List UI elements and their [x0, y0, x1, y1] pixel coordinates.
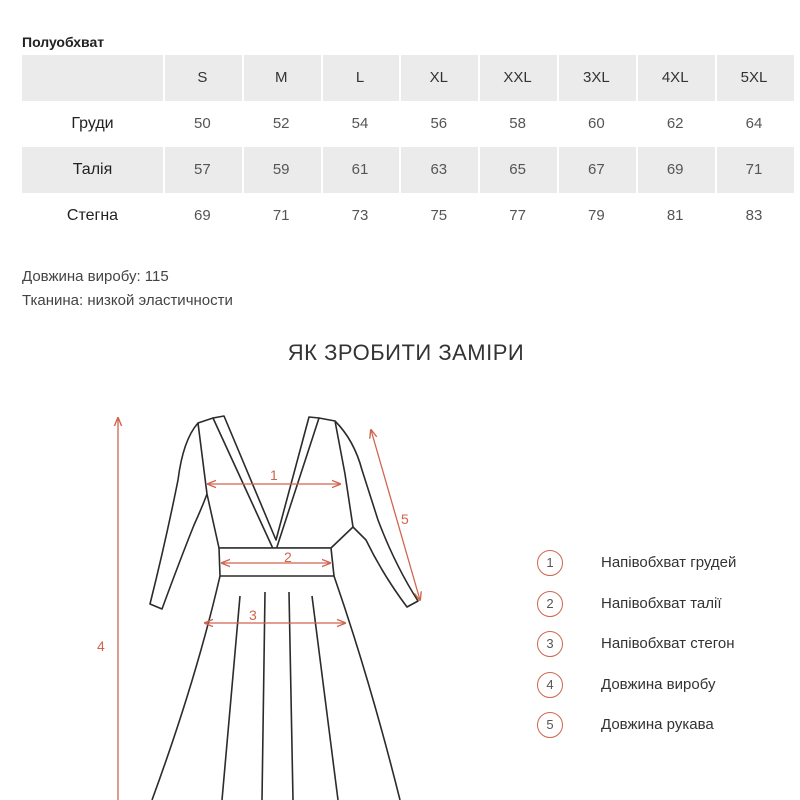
- size-header-cell: XL: [429, 69, 448, 86]
- dress-measurement-diagram: [0, 400, 460, 800]
- size-header-cell: 4XL: [661, 69, 689, 86]
- measure-cell: 60: [588, 115, 605, 132]
- measure-cell: 77: [509, 207, 526, 224]
- measure-cell: 69: [666, 161, 684, 178]
- measure-cell: 62: [666, 115, 684, 132]
- measure-cell: 83: [745, 207, 763, 224]
- table-row: [22, 147, 794, 193]
- legend-text: Напівобхват грудей: [601, 554, 737, 571]
- measure-cell: 57: [194, 161, 211, 178]
- legend-text: Довжина рукава: [601, 716, 714, 733]
- size-header-cell: M: [274, 69, 288, 86]
- legend-text: Напівобхват стегон: [601, 635, 735, 652]
- size-header-cell: 3XL: [583, 69, 610, 86]
- measure-cell: 73: [351, 207, 369, 224]
- table-row: [22, 193, 794, 239]
- legend-item: [537, 672, 797, 700]
- measure-cell: 79: [588, 207, 605, 224]
- measure-cell: 64: [745, 115, 763, 132]
- legend-number-circle: 4: [537, 672, 563, 698]
- diagram-number-5: 5: [401, 511, 409, 527]
- size-header-cell: XXL: [503, 69, 532, 86]
- size-header-label: [22, 55, 163, 101]
- measure-cell: 58: [509, 115, 526, 132]
- diagram-number-2: 2: [284, 549, 292, 565]
- measure-cell: 50: [194, 115, 211, 132]
- measure-cell: 81: [666, 207, 684, 224]
- measure-cell: 65: [509, 161, 526, 178]
- legend-text: Довжина виробу: [601, 675, 716, 693]
- measure-cell: 75: [430, 207, 448, 224]
- size-header-row: [22, 55, 794, 101]
- legend-text: Напівобхват талії: [601, 594, 722, 612]
- measure-cell: 67: [588, 161, 605, 178]
- measure-label: Груди: [71, 115, 114, 132]
- measure-label: Талія: [72, 161, 113, 178]
- measure-cell: 61: [351, 161, 369, 178]
- measure-cell: 59: [272, 161, 290, 178]
- product-length-info: Довжина виробу: 115: [22, 268, 169, 285]
- table-title: Полуобхват: [22, 34, 105, 50]
- table-row: [22, 101, 794, 147]
- diagram-number-3: 3: [249, 607, 257, 623]
- legend-number-circle: 2: [537, 591, 563, 617]
- legend-number-circle: 3: [537, 631, 563, 657]
- size-header-cell: L: [355, 69, 365, 86]
- legend-item: [537, 712, 797, 740]
- measure-label: Стегна: [66, 207, 119, 224]
- measurement-arrows: [118, 418, 420, 800]
- measure-cell: 71: [272, 207, 290, 224]
- measure-cell: 63: [430, 161, 448, 178]
- dress-outline: [150, 416, 418, 800]
- how-to-measure-title: ЯК ЗРОБИТИ ЗАМІРИ: [287, 340, 525, 365]
- legend-number-circle: 5: [537, 712, 563, 738]
- fabric-info: Тканина: низкой эластичности: [22, 292, 233, 309]
- size-header-cell: S: [197, 69, 208, 86]
- measure-cell: 54: [351, 115, 369, 132]
- measure-cell: 56: [430, 115, 448, 132]
- legend-item: [537, 591, 797, 619]
- size-table: [22, 55, 794, 239]
- legend-item: [537, 550, 797, 578]
- size-header-cell: 5XL: [740, 69, 768, 86]
- measure-cell: 69: [194, 207, 211, 224]
- legend-number-circle: 1: [537, 550, 563, 576]
- measure-cell: 52: [272, 115, 290, 132]
- diagram-number-4: 4: [97, 638, 105, 654]
- diagram-number-1: 1: [270, 467, 278, 483]
- legend-item: [537, 631, 797, 659]
- measure-cell: 71: [745, 161, 763, 178]
